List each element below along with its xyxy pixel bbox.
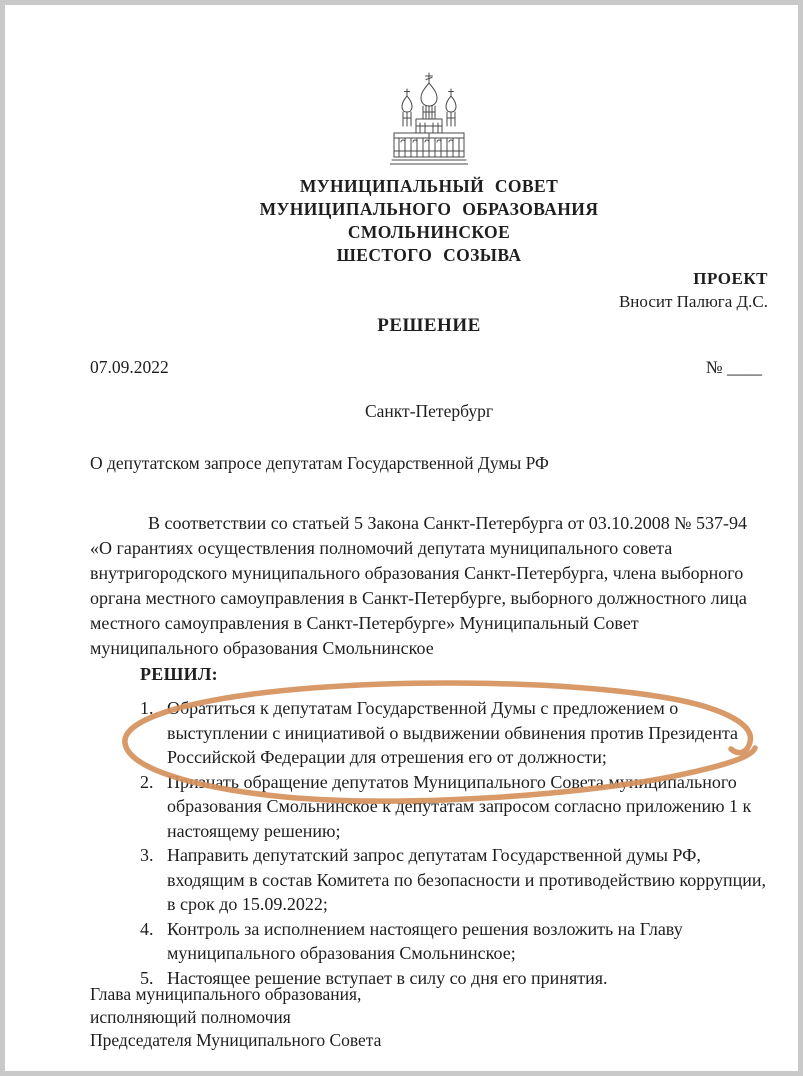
resolution-item-1	[140, 696, 768, 770]
resolution-text: Обратиться к депутатам Государственной Думы с предложением о выступлении с инициативой о выдвижении обвинения против Президента Российской Федерации для отрешения его от должности;	[167, 698, 739, 767]
resolution-text: Контроль за исполнением настоящего решения возложить на Главу муниципального образования Смольнинское;	[167, 918, 683, 963]
signature-block	[90, 983, 768, 1052]
resolutions-list	[140, 696, 768, 990]
document-subject: О депутатском запросе депутатам Государственной Думы РФ	[90, 453, 549, 473]
signature-line-2: исполняющий полномочия	[90, 1007, 291, 1027]
organization-header	[90, 175, 768, 267]
city-label: Санкт-Петербург	[364, 401, 494, 421]
resolution-item-4	[140, 917, 768, 966]
resolution-number: 5.	[140, 967, 154, 988]
signature-line-3: Председателя Муниципального Совета	[90, 1030, 382, 1050]
draft-block	[90, 267, 768, 313]
submitted-by: Вносит Палюга Д.С.	[618, 292, 768, 311]
resolution-number: 3.	[140, 845, 154, 865]
resolution-number: 2.	[140, 771, 154, 792]
org-name-line-1: МУНИЦИПАЛЬНЫЙ СОВЕТ	[299, 176, 559, 196]
document-date: 07.09.2022	[90, 357, 169, 377]
draft-label: ПРОЕКТ	[693, 269, 768, 288]
resolution-item-3	[140, 843, 768, 917]
document-title: РЕШЕНИЕ	[377, 315, 481, 336]
resolution-text: Направить депутатский запрос депутатам Государственной думы РФ, входящим в состав Комитета по безопасности и противодействию коррупции, в срок до 15.09.2022;	[167, 845, 767, 914]
resolution-text: Признать обращение депутатов Муниципального Совета муниципального образования Смольнинское к депутатам запросом согласно приложению 1 к настоящему решению;	[167, 771, 752, 841]
signature-line-1: Глава муниципального образования,	[90, 984, 362, 1004]
emblem-container	[90, 71, 768, 176]
resolution-number: 1.	[140, 698, 154, 718]
resolved-label: РЕШИЛ:	[140, 664, 218, 684]
resolution-number: 4.	[140, 918, 154, 939]
org-name-line-4: ШЕСТОГО СОЗЫВА	[336, 245, 522, 265]
preamble-paragraph: В соответствии со статьей 5 Закона Санкт-Петербурга от 03.10.2008 № 537-94 «О гарантиях осуществления полномочий депутата муниципального совета внутригородского муниципального образования Санкт-Петербурга, члена выборного органа местного самоуправления в Санкт-Петербурге, выборного должностного лица местного самоуправления в Санкт-Петербурге» Муниципальный Совет муниципального образования Смольнинское	[90, 513, 747, 658]
org-name-line-2: МУНИЦИПАЛЬНОГО ОБРАЗОВАНИЯ	[259, 199, 599, 219]
resolution-text: Настоящее решение вступает в силу со дня его принятия.	[167, 967, 608, 988]
org-name-line-3: СМОЛЬНИНСКОЕ	[347, 222, 511, 242]
document-number: № ____	[705, 357, 762, 377]
date-number-row	[90, 357, 768, 378]
resolution-item-2	[140, 770, 768, 844]
smolny-cathedral-icon	[390, 71, 468, 171]
document-page	[5, 5, 798, 1071]
